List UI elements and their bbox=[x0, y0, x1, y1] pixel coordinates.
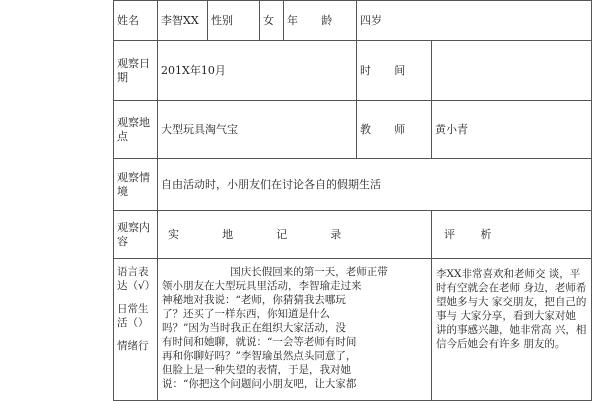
name-value: 李智XX bbox=[158, 1, 208, 41]
age-label: 年 龄 bbox=[284, 1, 357, 41]
aspect-daily-life: 日常生活（） bbox=[117, 303, 149, 329]
content-label: 观察内容 bbox=[114, 211, 158, 259]
time-value bbox=[432, 41, 592, 101]
evaluation-line: 讲的事感兴趣，她非常高 bbox=[436, 324, 552, 336]
teacher-value: 黄小青 bbox=[432, 101, 592, 159]
place-value: 大型玩具淘气宝 bbox=[158, 101, 357, 159]
record-line: 吗？”因为当时我正在组织大家活动，没 bbox=[162, 322, 346, 334]
record-line: 神秘地对我说：“老师，你猜猜我去哪玩 bbox=[162, 294, 346, 306]
situation-value: 自由活动时，小朋友们在讨论各自的假期生活 bbox=[158, 159, 592, 211]
evaluation-line: 李XX非常喜欢和老师交 bbox=[436, 268, 546, 280]
content-header-row bbox=[114, 211, 592, 259]
record-row bbox=[114, 259, 592, 401]
evaluation-line: 兴，相信今后她会有许多 bbox=[436, 324, 587, 350]
record-header: 实 地 记 录 bbox=[158, 211, 432, 259]
record-line: 说：“你把这个问题问小朋友吧，让大家都 bbox=[162, 378, 357, 390]
evaluation-line: 朋友的。 bbox=[523, 338, 566, 350]
name-label: 姓名 bbox=[114, 1, 158, 41]
aspect-list bbox=[114, 259, 158, 401]
situation-row bbox=[114, 159, 592, 211]
evaluation-line: 身边，老师希望她多与大 bbox=[436, 282, 587, 308]
place-label: 观察地点 bbox=[114, 101, 158, 159]
record-line: 领小朋友在大型玩具里活动，李智瑜走过来 bbox=[162, 280, 362, 292]
aspect-emotion: 情绪行 bbox=[117, 340, 149, 352]
situation-label: 观察情境 bbox=[114, 159, 158, 211]
evaluation-line: 大家分享，看到大家对她 bbox=[460, 310, 576, 322]
evaluation-line: 家交朋友，把自己的事与 bbox=[436, 296, 587, 322]
age-value: 四岁 bbox=[357, 1, 592, 41]
gender-label: 性别 bbox=[208, 1, 260, 41]
date-value: 201X年10月 bbox=[158, 41, 357, 101]
evaluation-text bbox=[432, 259, 592, 401]
date-row bbox=[114, 41, 592, 101]
gender-value: 女 bbox=[260, 1, 284, 41]
record-line: 有时间和她聊，就说：“一会等老师有时间 bbox=[162, 336, 357, 348]
observation-table bbox=[113, 0, 592, 401]
date-label: 观察日期 bbox=[114, 41, 158, 101]
observation-form bbox=[113, 0, 591, 400]
record-line: 再和你聊好吗？”李智瑜虽然点头同意了， bbox=[162, 350, 357, 362]
record-line: 了？还买了一样东西，你知道是什么 bbox=[162, 308, 330, 320]
aspect-language: 语言表达（√） bbox=[117, 266, 156, 292]
teacher-label: 教 师 bbox=[357, 101, 432, 159]
name-row bbox=[114, 1, 592, 41]
place-row bbox=[114, 101, 592, 159]
evaluation-header: 评 析 bbox=[432, 211, 592, 259]
record-line: 国庆长假回来的第一天，老师正带 bbox=[230, 266, 388, 278]
evaluation-line: 谈，平时有空就会在老师 bbox=[436, 268, 581, 294]
field-record-text bbox=[158, 259, 432, 401]
record-line: 但脸上是一种失望的表情，于是，我对她 bbox=[162, 364, 351, 376]
time-label: 时 间 bbox=[357, 41, 432, 101]
